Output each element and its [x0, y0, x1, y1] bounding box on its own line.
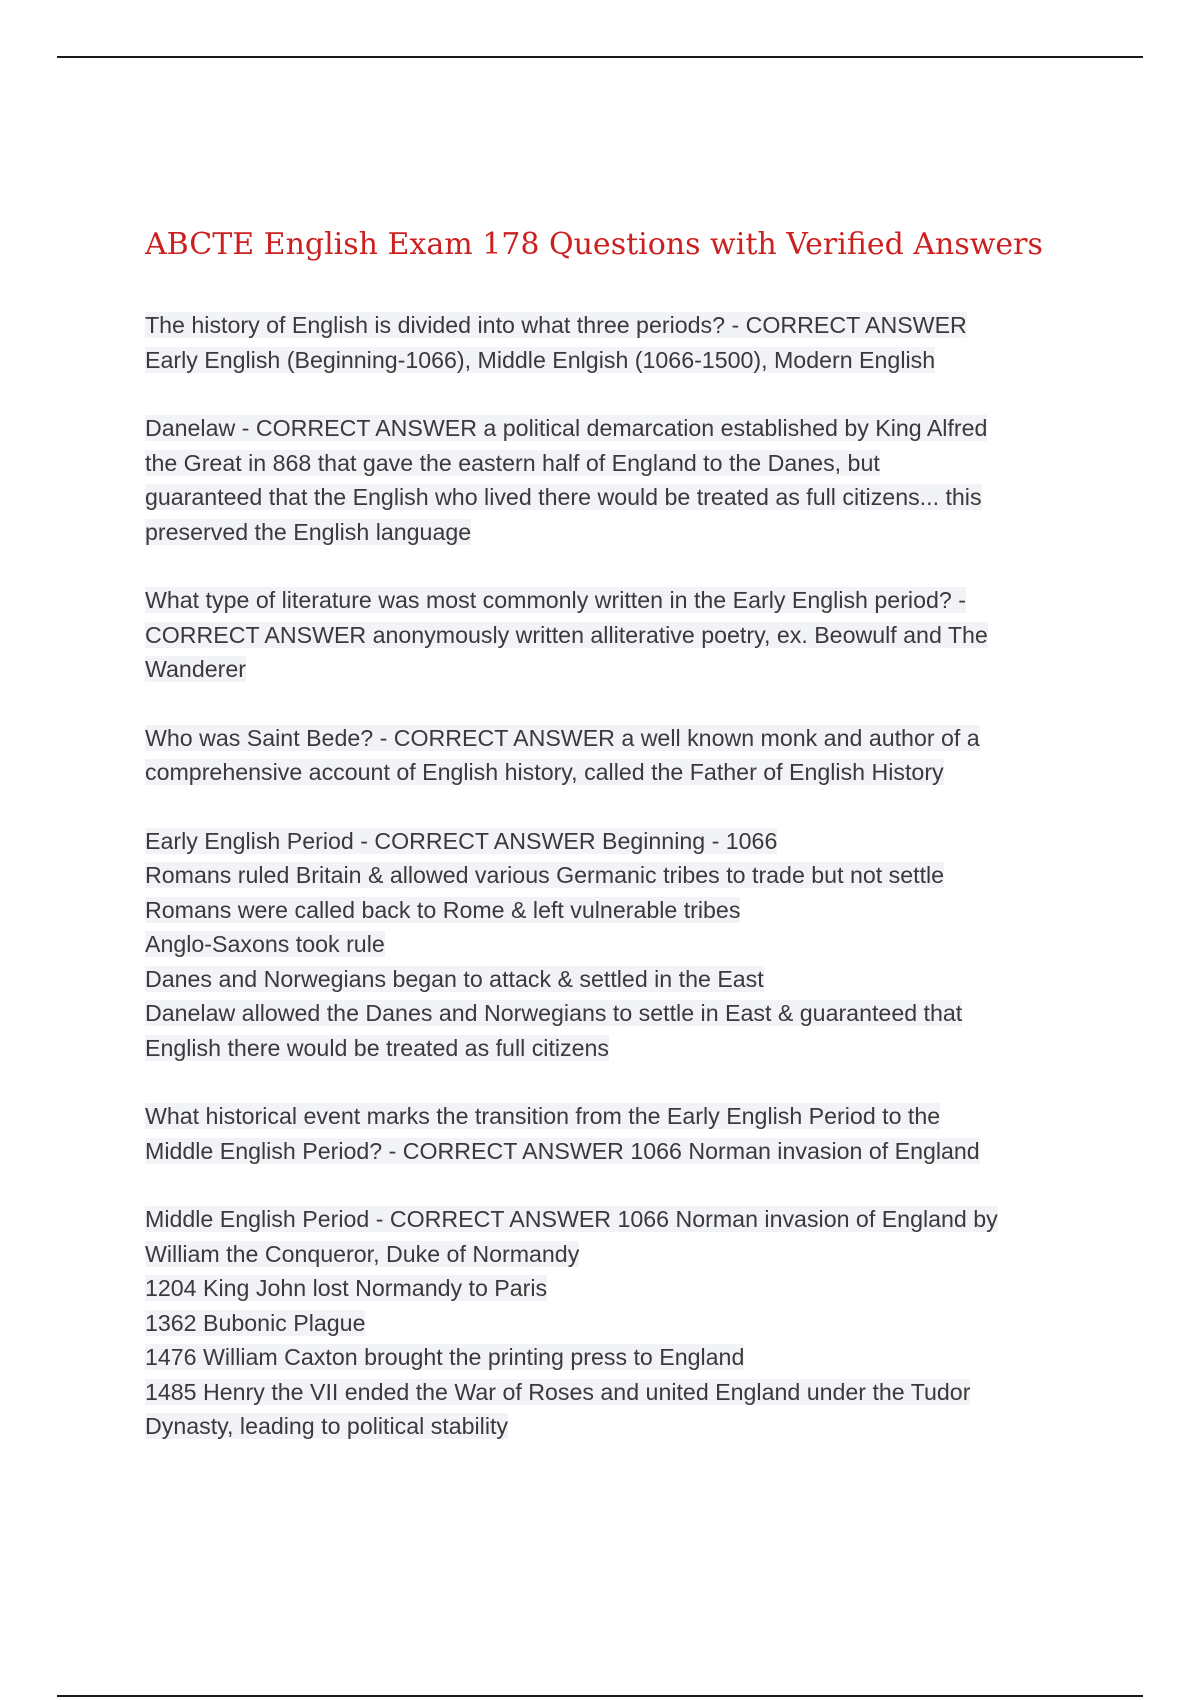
qa-entry	[145, 411, 1090, 549]
entry-line: The history of English is divided into what three periods? - CORRECT ANSWER	[145, 312, 967, 338]
entry-line: the Great in 868 that gave the eastern half of England to the Danes, but	[145, 449, 880, 476]
entry-line: Danes and Norwegians began to attack & settled in the East	[145, 965, 764, 992]
entry-line: guaranteed that the English who lived there would be treated as full citizens... this	[145, 484, 982, 510]
qa-entry	[145, 721, 1090, 790]
bottom-divider	[57, 1695, 1143, 1697]
entry-line: Middle English Period? - CORRECT ANSWER 1066 Norman invasion of England	[145, 1137, 980, 1164]
entry-line: Dynasty, leading to political stability	[145, 1413, 509, 1439]
qa-entry	[145, 1202, 1090, 1444]
entry-line: Early English Period - CORRECT ANSWER Beginning - 1066	[145, 827, 778, 854]
entry-line: 1476 William Caxton brought the printing press to England	[145, 1344, 745, 1370]
qa-entry	[145, 583, 1090, 687]
entry-line: comprehensive account of English history, called the Father of English History	[145, 759, 944, 785]
entry-line: Middle English Period - CORRECT ANSWER 1066 Norman invasion of England by	[145, 1206, 998, 1232]
qa-entry	[145, 824, 1090, 1066]
entry-line: Who was Saint Bede? - CORRECT ANSWER a well known monk and author of a	[145, 724, 980, 751]
entry-line: What historical event marks the transition from the Early English Period to the	[145, 1103, 941, 1129]
entry-line: Danelaw - CORRECT ANSWER a political demarcation established by King Alfred	[145, 415, 988, 441]
entry-line: CORRECT ANSWER anonymously written alliterative poetry, ex. Beowulf and The	[145, 621, 988, 648]
qa-entry	[145, 308, 1090, 377]
entry-line: Romans were called back to Rome & left vulnerable tribes	[145, 896, 741, 923]
document-body	[145, 218, 1090, 1478]
entry-line: Anglo-Saxons took rule	[145, 931, 385, 957]
entry-line: William the Conqueror, Duke of Normandy	[145, 1240, 580, 1267]
entry-line: 1485 Henry the VII ended the War of Roses and united England under the Tudor	[145, 1378, 971, 1405]
entry-line: Romans ruled Britain & allowed various Germanic tribes to trade but not settle	[145, 862, 945, 888]
entry-line: preserved the English language	[145, 518, 472, 545]
top-divider	[57, 56, 1143, 58]
entry-line: Wanderer	[145, 656, 246, 682]
qa-entry	[145, 1099, 1090, 1168]
entry-line: Early English (Beginning-1066), Middle Enlgish (1066-1500), Modern English	[145, 346, 936, 373]
entry-line: 1204 King John lost Normandy to Paris	[145, 1275, 548, 1301]
entry-line: Danelaw allowed the Danes and Norwegians to settle in East & guaranteed that	[145, 1000, 963, 1026]
document-title: ABCTE English Exam 178 Questions with Verified Answers	[145, 227, 1043, 262]
entry-line: English there would be treated as full citizens	[145, 1034, 610, 1061]
entry-line: What type of literature was most commonly written in the Early English period? -	[145, 587, 966, 613]
entry-line: 1362 Bubonic Plague	[145, 1309, 366, 1336]
